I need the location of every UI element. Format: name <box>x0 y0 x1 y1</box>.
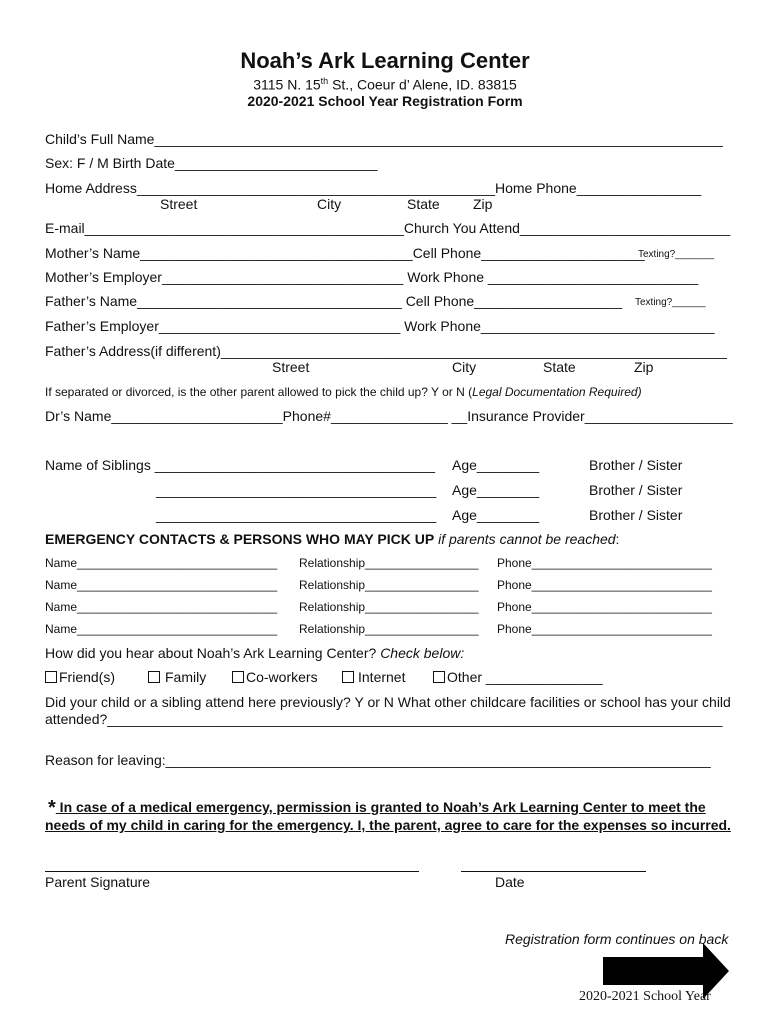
checkbox-square[interactable] <box>232 671 244 683</box>
checkbox-internet[interactable] <box>342 669 405 685</box>
emergency-phone-3[interactable]: Phone___________________________ <box>497 600 712 614</box>
emergency-name-2[interactable]: Name______________________________ <box>45 578 278 592</box>
mother-texting-field[interactable]: Texting?_______ <box>638 249 715 260</box>
sibling-age-field-1[interactable]: Age________ <box>452 457 540 473</box>
sibling-relation-1[interactable]: Brother / Sister <box>589 457 683 473</box>
child-name-field[interactable]: Child’s Full Name_________________________________________________________________________ <box>45 131 723 147</box>
sex-birthdate-field[interactable]: Sex: F / M Birth Date__________________________ <box>45 155 378 171</box>
checkbox-coworkers-label: Co-workers <box>246 669 318 685</box>
date-label: Date <box>495 874 525 890</box>
hear-check-below: Check below: <box>380 645 465 661</box>
sibling-age-field-2[interactable]: Age________ <box>452 482 540 498</box>
address-street-label: Street <box>160 196 198 212</box>
medical-text-1: In case of a medical emergency, permission is granted to Noah’s Ark Learning Center to meet the <box>55 799 706 815</box>
emergency-name-4[interactable]: Name______________________________ <box>45 622 278 636</box>
hear-question-text: How did you hear about Noah’s Ark Learning Center? <box>45 645 381 661</box>
checkbox-family[interactable] <box>148 669 206 685</box>
checkbox-coworkers[interactable] <box>232 669 318 685</box>
checkbox-square[interactable] <box>148 671 160 683</box>
separated-question <box>45 385 642 399</box>
father-employer-field[interactable]: Father’s Employer_______________________________ Work Phone______________________________ <box>45 318 715 334</box>
emergency-relationship-3[interactable]: Relationship_________________ <box>299 600 479 614</box>
address-sup: th <box>320 76 329 86</box>
emergency-phone-1[interactable]: Phone___________________________ <box>497 556 712 570</box>
father-name-field[interactable]: Father’s Name__________________________________ Cell Phone___________________ <box>45 293 623 309</box>
address-state-label: State <box>407 196 440 212</box>
parent-signature-label: Parent Signature <box>45 874 151 890</box>
sibling-name-field-2[interactable]: ____________________________________ <box>156 482 437 498</box>
separated-text: If separated or divorced, is the other parent allowed to pick the child up? Y or N ( <box>45 385 473 399</box>
emergency-name-3[interactable]: Name______________________________ <box>45 600 278 614</box>
address-line <box>0 76 770 93</box>
emergency-phone-2[interactable]: Phone___________________________ <box>497 578 712 592</box>
emergency-relationship-4[interactable]: Relationship_________________ <box>299 622 479 636</box>
emergency-relationship-2[interactable]: Relationship_________________ <box>299 578 479 592</box>
medical-permission-line2: needs of my child in caring for the emergency. I, the parent, agree to care for the expenses so incurred. <box>45 817 731 833</box>
checkbox-internet-label: Internet <box>358 669 406 685</box>
father-texting-field[interactable]: Texting?______ <box>635 297 706 308</box>
father-address-field[interactable]: Father’s Address(if different)_________________________________________________________________ <box>45 343 727 359</box>
continues-on-back-note: Registration form continues on back <box>505 931 729 947</box>
parent-signature-line[interactable] <box>45 871 419 872</box>
sibling-relation-3[interactable]: Brother / Sister <box>589 507 683 523</box>
email-church-field[interactable]: E-mail_________________________________________Church You Attend___________________________ <box>45 220 731 236</box>
home-address-field[interactable]: Home Address______________________________________________Home Phone________________ <box>45 180 702 196</box>
emergency-phone-4[interactable]: Phone___________________________ <box>497 622 712 636</box>
checkbox-other-label: Other _______________ <box>447 669 603 685</box>
address-post: St., Coeur d’ Alene, ID. 83815 <box>328 76 517 93</box>
mother-employer-field[interactable]: Mother’s Employer_______________________________ Work Phone ___________________________ <box>45 269 699 285</box>
checkbox-other[interactable] <box>433 669 603 685</box>
father-city-label: City <box>452 359 477 375</box>
emergency-heading-bold: EMERGENCY CONTACTS & PERSONS WHO MAY PICK UP <box>45 531 435 547</box>
checkbox-square[interactable] <box>45 671 57 683</box>
checkbox-square[interactable] <box>342 671 354 683</box>
sibling-relation-2[interactable]: Brother / Sister <box>589 482 683 498</box>
checkbox-family-label: Family <box>165 669 207 685</box>
checkbox-square[interactable] <box>433 671 445 683</box>
emergency-name-1[interactable]: Name______________________________ <box>45 556 278 570</box>
sibling-name-field-1[interactable]: Name of Siblings ____________________________________ <box>45 457 436 473</box>
checkbox-friends-label: Friend(s) <box>59 669 116 685</box>
address-zip-label: Zip <box>473 196 493 212</box>
mother-name-field[interactable]: Mother’s Name___________________________________Cell Phone_____________________ <box>45 245 645 261</box>
father-street-label: Street <box>272 359 310 375</box>
school-year-footer: 2020-2021 School Year <box>579 989 711 1004</box>
hear-question <box>45 645 464 661</box>
form-title: Noah’s Ark Learning Center <box>240 48 530 73</box>
address-city-label: City <box>317 196 342 212</box>
checkbox-friends[interactable] <box>45 669 115 685</box>
previous-attendance-question: Did your child or a sibling attend here previously? Y or N What other childcare facilities or school has your child <box>45 694 731 710</box>
emergency-heading <box>45 531 619 547</box>
emergency-heading-italic: if parents cannot be reached <box>434 531 616 547</box>
previous-attendance-field[interactable]: attended?_______________________________________________________________________________ <box>45 711 723 727</box>
emergency-relationship-1[interactable]: Relationship_________________ <box>299 556 479 570</box>
asterisk: * <box>48 797 56 819</box>
father-state-label: State <box>543 359 576 375</box>
form-subtitle: 2020-2021 School Year Registration Form <box>247 93 523 109</box>
date-line[interactable] <box>461 871 646 872</box>
sibling-age-field-3[interactable]: Age________ <box>452 507 540 523</box>
doctor-field[interactable]: Dr’s Name______________________Phone#_______________ __Insurance Provider___________________ <box>45 408 733 424</box>
sibling-name-field-3[interactable]: ____________________________________ <box>156 507 437 523</box>
reason-for-leaving-field[interactable]: Reason for leaving:______________________________________________________________________ <box>45 752 711 768</box>
address-pre: 3115 N. 15 <box>253 76 321 93</box>
emergency-heading-colon: : <box>615 531 620 547</box>
father-zip-label: Zip <box>634 359 654 375</box>
legal-doc-note: Legal Documentation Required) <box>472 385 642 399</box>
